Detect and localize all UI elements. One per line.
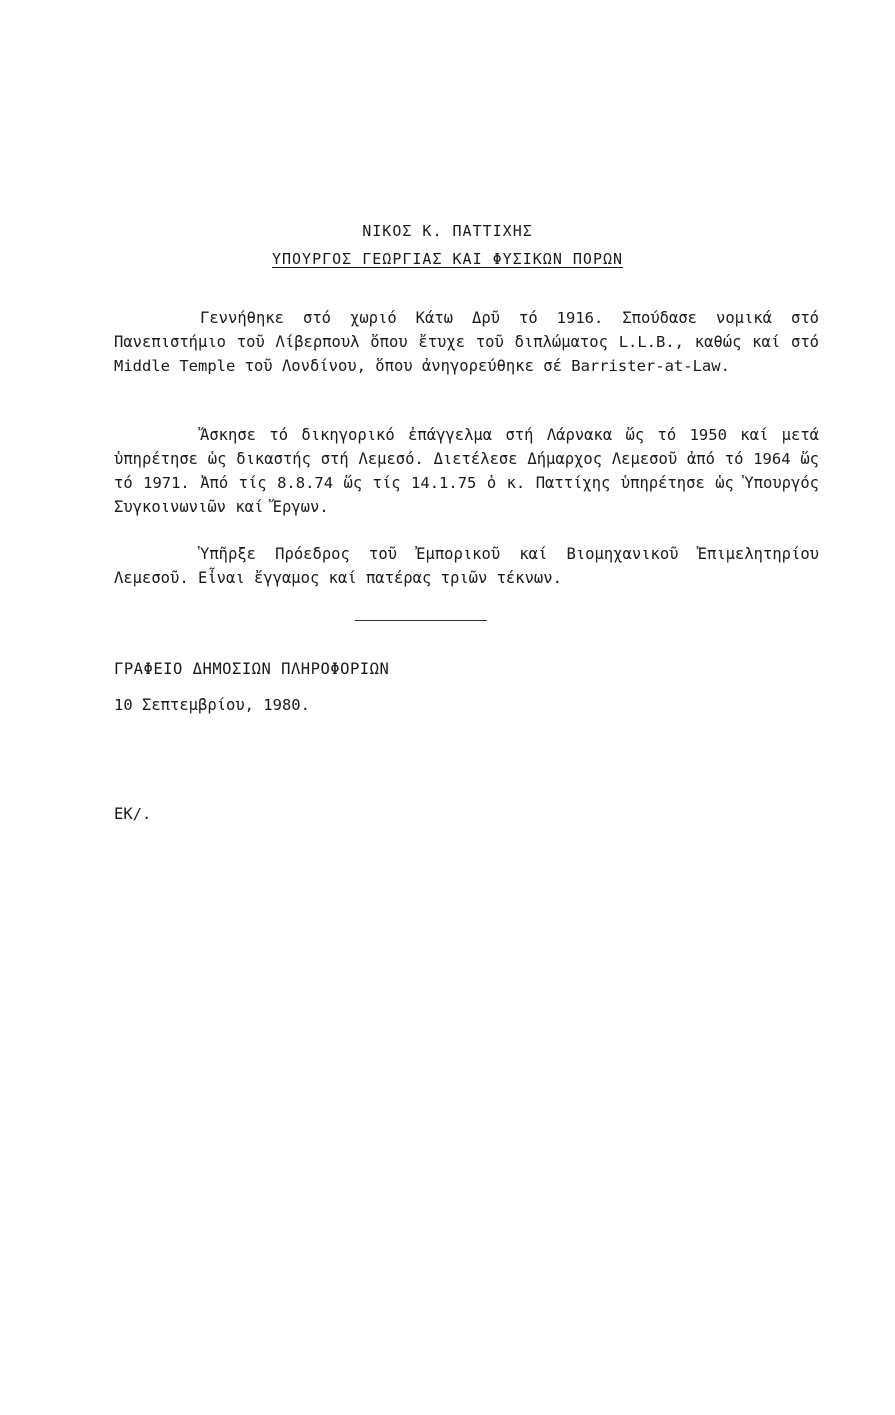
ministry-title-heading: ΥΠΟΥΡΓΟΣ ΓΕΩΡΓΙΑΣ ΚΑΙ ΦΥΣΙΚΩΝ ΠΟΡΩΝ [271, 250, 624, 268]
section-divider [355, 620, 487, 621]
biography-paragraph-personal: Ὑπῆρξε Πρόεδρος τοῦ Ἐμπορικοῦ καί Βιομηχανικοῦ Ἐπιμελητηρίου Λεμεσοῦ. Εἶναι ἔγγαμος καί πατέρας τριῶν τέκνων. [114, 545, 819, 587]
biography-paragraph-career: Ἄσκησε τό δικηγορικό ἐπάγγελμα στή Λάρνακα ὥς τό 1950 καί μετά ὑπηρέτησε ὡς δικαστής στή Λεμεσό. Διετέλεσε Δήμαρχος Λεμεσοῦ ἀπό τό 1964 ὥς τό 1971. Ἀπό τίς 8.8.74 ὥς τίς 14.1.75 ὁ κ. Παττίχης ὑπηρέτησε ὡς Ὑπουργός Συγκοινωνιῶν καί Ἔργων. [114, 426, 819, 516]
document-date: 10 Σεπτεμβρίου, 1980. [114, 696, 310, 714]
issuing-office: ΓΡΑΦΕΙΟ ΔΗΜΟΣΙΩΝ ΠΛΗΡΟΦΟΡΙΩΝ [114, 660, 390, 678]
typist-reference: ΕΚ/. [114, 805, 152, 823]
biography-paragraph-education: Γεννήθηκε στό χωριό Κάτω Δρῦ τό 1916. Σπούδασε νομικά στό Πανεπιστήμιο τοῦ Λίβερπουλ ὅπου ἔτυχε τοῦ διπλώματος L.L.B., καθώς καί στό Middle Temple τοῦ Λονδίνου, ὅπου ἀνηγορεύθηκε σέ Barrister-at-Law. [114, 309, 819, 375]
person-name-heading: ΝΙΚΟΣ Κ. ΠΑΤΤΙΧΗΣ [362, 222, 533, 240]
